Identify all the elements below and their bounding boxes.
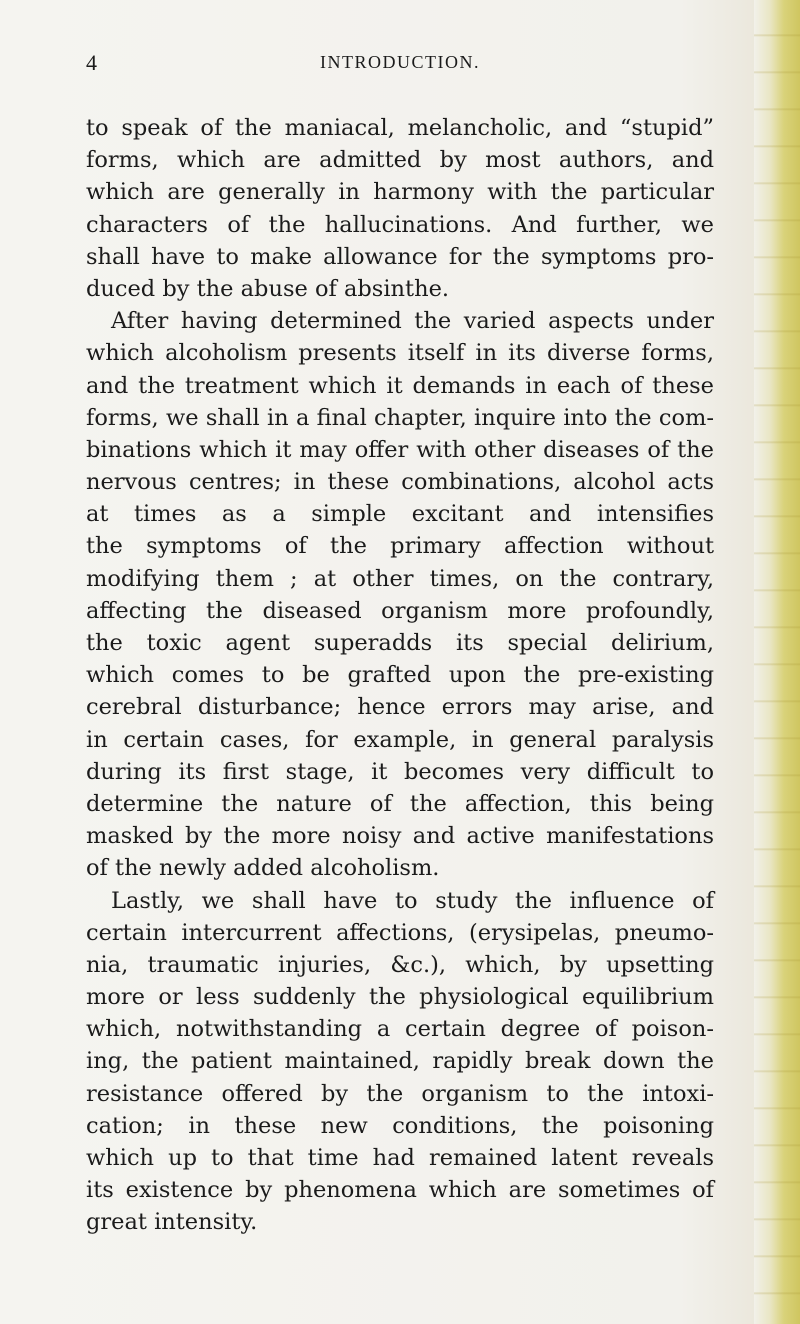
text-line: nervous centres; in these combinations, alcohol acts bbox=[86, 469, 714, 496]
text-line: certain intercurrent affections, (erysipelas, pneumo- bbox=[86, 919, 714, 946]
text-line: in certain cases, for example, in general paralysis bbox=[86, 726, 714, 753]
text-line: resistance offered by the organism to the intoxi- bbox=[86, 1080, 714, 1107]
text-line: which alcoholism presents itself in its diverse forms, bbox=[86, 340, 714, 367]
page-edge bbox=[754, 0, 800, 1324]
text-line: duced by the abuse of absinthe. bbox=[86, 275, 450, 302]
text-line: cerebral disturbance; hence errors may arise, and bbox=[86, 694, 714, 721]
page-header bbox=[86, 50, 714, 86]
text-line: determine the nature of the affection, this being bbox=[86, 790, 714, 817]
text-line: the symptoms of the primary affection without bbox=[86, 533, 714, 560]
page-number: 4 bbox=[86, 50, 97, 75]
text-line: which comes to be grafted upon the pre-existing bbox=[86, 662, 714, 689]
text-line: forms, which are admitted by most authors, and bbox=[86, 147, 714, 174]
text-line: masked by the more noisy and active manifestations bbox=[86, 823, 714, 850]
text-line: binations which it may offer with other diseases of the bbox=[86, 436, 714, 463]
text-line: and the treatment which it demands in each of these bbox=[86, 372, 714, 399]
text-line: its existence by phenomena which are sometimes of bbox=[86, 1177, 714, 1204]
text-line: which up to that time had remained latent reveals bbox=[86, 1145, 714, 1171]
text-line: forms, we shall in a final chapter, inquire into the com- bbox=[86, 404, 714, 431]
text-line: characters of the hallucinations. And further, we bbox=[86, 211, 714, 238]
body-text bbox=[86, 112, 714, 1239]
text-line: After having determined the varied aspects under bbox=[111, 308, 714, 335]
text-line: which are generally in harmony with the particular bbox=[86, 179, 714, 206]
text-line: to speak of the maniacal, melancholic, and “stupid” bbox=[86, 115, 714, 141]
text-line: ing, the patient maintained, rapidly break down the bbox=[86, 1048, 714, 1075]
text-line: which, notwithstanding a certain degree of poison- bbox=[86, 1016, 714, 1043]
running-title: INTRODUCTION. bbox=[320, 52, 480, 72]
text-line: great intensity. bbox=[86, 1209, 258, 1236]
text-line: affecting the diseased organism more profoundly, bbox=[86, 597, 714, 624]
text-line: Lastly, we shall have to study the influence of bbox=[111, 887, 714, 914]
text-line: the toxic agent superadds its special delirium, bbox=[86, 630, 714, 656]
text-line: of the newly added alcoholism. bbox=[86, 855, 440, 882]
text-line: at times as a simple excitant and intensifies bbox=[86, 501, 714, 528]
text-line: modifying them ; at other times, on the contrary, bbox=[86, 565, 714, 592]
text-line: during its first stage, it becomes very difficult to bbox=[86, 758, 714, 785]
text-line: shall have to make allowance for the symptoms pro- bbox=[86, 243, 714, 270]
text-line: more or less suddenly the physiological equilibrium bbox=[86, 984, 714, 1011]
text-line: nia, traumatic injuries, &c.), which, by upsetting bbox=[86, 951, 714, 978]
text-line: cation; in these new conditions, the poisoning bbox=[86, 1112, 714, 1139]
